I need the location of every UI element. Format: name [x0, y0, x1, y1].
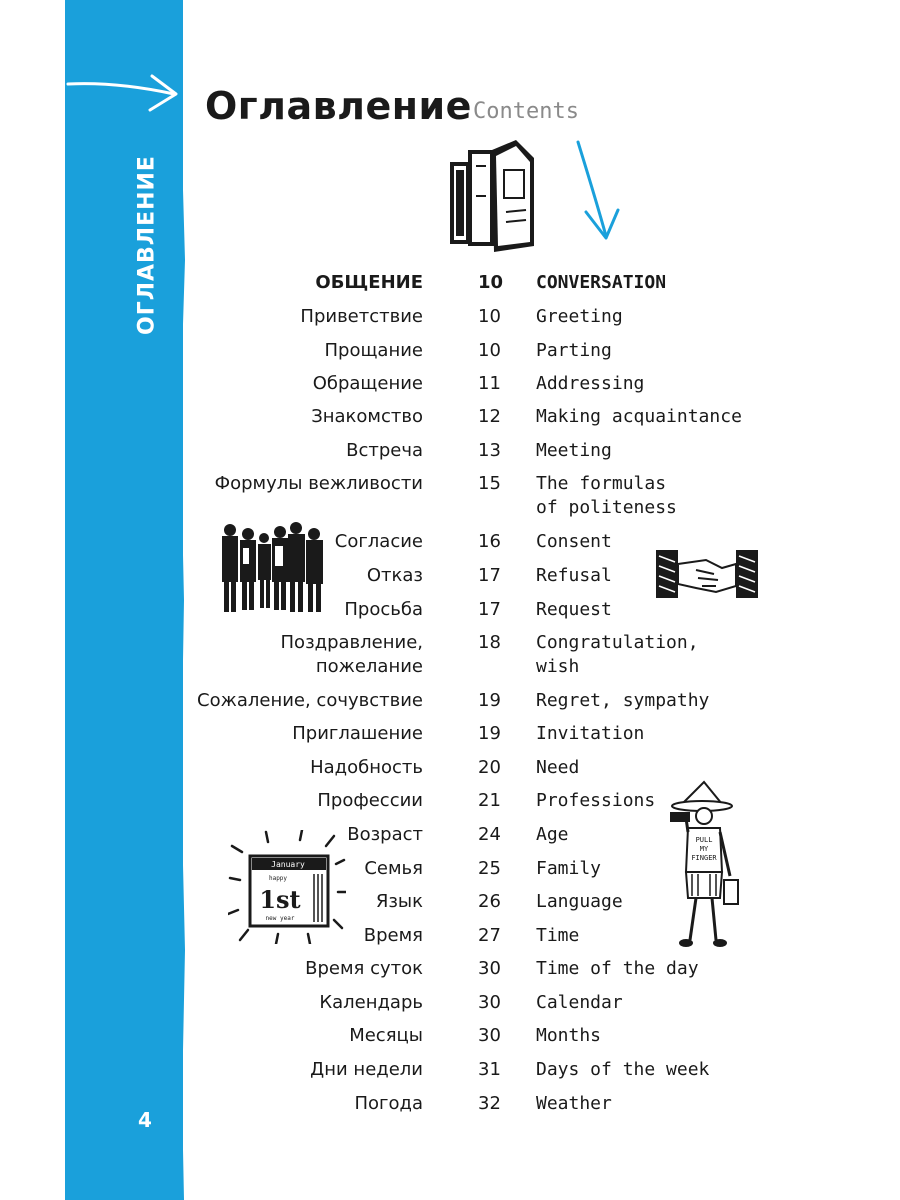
toc-title-en-line: Months — [536, 1025, 602, 1046]
toc-title-ru-line: Обращение — [312, 373, 423, 394]
toc-title-ru-line: Месяцы — [349, 1025, 423, 1046]
toc-title-en — [536, 372, 644, 396]
toc-title-en-line: CONVERSATION — [536, 272, 667, 293]
svg-text:PULL: PULL — [695, 836, 713, 844]
toc-title-en-line: Age — [536, 824, 569, 845]
sidebar-band — [65, 0, 183, 1200]
toc-title-ru — [281, 631, 423, 679]
toc-title-ru — [346, 439, 423, 463]
toc-title-ru — [367, 564, 423, 588]
toc-title-en-line: of politeness — [536, 497, 677, 518]
toc-title-ru — [355, 1092, 424, 1116]
toc-title-ru — [310, 756, 423, 780]
toc-title-ru — [292, 722, 423, 746]
toc-title-ru — [364, 924, 423, 948]
toc-title-en-line: Meeting — [536, 440, 612, 461]
svg-text:1st: 1st — [259, 885, 301, 914]
toc-title-ru — [315, 271, 423, 295]
toc-page-number: 30 — [478, 958, 501, 979]
group-of-people-icon — [218, 520, 330, 616]
toc-title-ru-line: Приветствие — [300, 306, 423, 327]
toc-title-en — [536, 339, 612, 363]
toc-title-ru — [310, 1058, 423, 1082]
toc-title-ru-line: Просьба — [344, 599, 423, 620]
toc-title-ru — [347, 823, 423, 847]
toc-title-ru — [197, 689, 423, 713]
toc-title-en-line: Invitation — [536, 723, 645, 744]
toc-title-en — [536, 1058, 709, 1082]
svg-text:new year: new year — [265, 915, 295, 922]
toc-title-ru-line: Поздравление, — [280, 632, 423, 653]
toc-title-ru — [319, 991, 423, 1015]
toc-title-ru — [215, 472, 423, 496]
toc-title-en-line: Consent — [536, 531, 612, 552]
svg-text:January: January — [271, 860, 305, 869]
toc-page-number: 15 — [478, 473, 501, 494]
toc-title-ru — [311, 405, 423, 429]
toc-title-en — [536, 857, 601, 881]
toc-page-number: 19 — [478, 690, 501, 711]
toc-page-number: 26 — [478, 891, 501, 912]
toc-title-en-line: Greeting — [536, 306, 623, 327]
sidebar-edge — [176, 0, 190, 1200]
toc-page-number: 10 — [478, 306, 501, 327]
toc-title-ru-line: Согласие — [334, 531, 423, 552]
toc-title-en — [536, 271, 666, 295]
toc-title-en-line: Congratulation, — [536, 632, 699, 653]
toc-title-ru — [305, 957, 423, 981]
toc-title-en-line: Parting — [536, 340, 612, 361]
toc-page-number: 30 — [478, 1025, 501, 1046]
toc-title-en-line: Language — [536, 891, 623, 912]
toc-title-en-line: Family — [536, 858, 602, 879]
toc-title-ru-line: пожелание — [315, 656, 423, 677]
toc-title-en — [536, 598, 612, 622]
toc-page-number: 17 — [478, 599, 501, 620]
page-title: Оглавление — [205, 84, 472, 128]
toc-title-en — [536, 991, 623, 1015]
toc-title-ru-line: Отказ — [366, 565, 423, 586]
arrow-right-icon — [66, 70, 186, 120]
toc-page-number: 27 — [478, 925, 501, 946]
toc-page-number: 30 — [478, 992, 501, 1013]
toc-title-en-line: Addressing — [536, 373, 645, 394]
toc-title-en-line: wish — [536, 656, 580, 677]
toc-title-en — [536, 689, 709, 713]
toc-title-ru — [335, 530, 423, 554]
page-subtitle: Contents — [473, 99, 579, 124]
toc-title-en — [536, 924, 579, 948]
toc-title-en — [536, 405, 742, 429]
toc-page-number: 25 — [478, 858, 501, 879]
toc-title-ru-line: Прощание — [324, 340, 423, 361]
toc-title-ru-line: Язык — [375, 891, 423, 912]
toc-title-ru-line: Сожаление, сочувствие — [197, 690, 423, 711]
calendar-icon — [228, 830, 346, 944]
tourist-man-icon — [664, 780, 744, 952]
toc-title-ru-line: Возраст — [347, 824, 423, 845]
toc-title-en-line: Making acquaintance — [536, 406, 742, 427]
toc-page-number: 31 — [478, 1059, 501, 1080]
toc-title-en-line: Professions — [536, 790, 656, 811]
toc-page-number: 13 — [478, 440, 501, 461]
toc-title-ru — [344, 598, 423, 622]
toc-title-ru — [325, 339, 424, 363]
toc-title-ru — [364, 857, 423, 881]
toc-title-ru — [313, 372, 423, 396]
toc-title-en — [536, 957, 699, 981]
svg-text:FINGER: FINGER — [691, 854, 717, 862]
toc-title-ru-line: Календарь — [319, 992, 423, 1013]
toc-title-en-line: Refusal — [536, 565, 612, 586]
toc-title-ru — [300, 305, 423, 329]
toc-title-en — [536, 756, 579, 780]
toc-page-number: 10 — [478, 272, 504, 293]
toc-title-ru-line: Профессии — [317, 790, 423, 811]
toc-title-en-line: Need — [536, 757, 580, 778]
toc-title-en-line: Calendar — [536, 992, 623, 1013]
page-number: 4 — [138, 1108, 152, 1132]
toc-title-ru-line: Встреча — [346, 440, 423, 461]
toc-page-number: 17 — [478, 565, 501, 586]
toc-title-en — [536, 472, 677, 520]
toc-title-en — [536, 722, 644, 746]
toc-title-en-line: Days of the week — [536, 1059, 710, 1080]
toc-page-number: 18 — [478, 632, 501, 653]
toc-title-ru-line: Время — [363, 925, 423, 946]
toc-title-en — [536, 530, 612, 554]
toc-title-en — [536, 789, 655, 813]
toc-title-ru-line: Погода — [354, 1093, 423, 1114]
toc-page-number: 16 — [478, 531, 501, 552]
toc-title-en — [536, 564, 612, 588]
toc-title-en — [536, 631, 699, 679]
toc-title-en — [536, 1092, 612, 1116]
toc-title-ru-line: Семья — [364, 858, 423, 879]
toc-title-en-line: Request — [536, 599, 612, 620]
toc-page-number: 12 — [478, 406, 501, 427]
toc-title-en — [536, 890, 623, 914]
books-icon — [446, 136, 538, 254]
toc-title-ru-line: Формулы вежливости — [214, 473, 423, 494]
toc-title-en — [536, 823, 569, 847]
toc-title-en-line: Time — [536, 925, 580, 946]
svg-text:MY: MY — [699, 845, 709, 853]
arrow-down-icon — [572, 138, 632, 248]
toc-title-ru-line: Надобность — [310, 757, 423, 778]
handshake-icon — [656, 548, 758, 600]
toc-title-en-line: Weather — [536, 1093, 612, 1114]
toc-page-number: 10 — [478, 340, 501, 361]
toc-title-en-line: Time of the day — [536, 958, 699, 979]
toc-title-en — [536, 439, 612, 463]
toc-title-ru — [317, 789, 423, 813]
svg-text:happy: happy — [268, 875, 288, 882]
toc-page-number: 11 — [478, 373, 501, 394]
toc-title-ru-line: ОБЩЕНИЕ — [315, 272, 423, 293]
toc-title-ru-line: Приглашение — [292, 723, 423, 744]
toc-title-ru-line: Дни недели — [310, 1059, 423, 1080]
toc-page-number: 32 — [478, 1093, 501, 1114]
toc-title-ru — [349, 1024, 423, 1048]
toc-title-en — [536, 1024, 601, 1048]
toc-title-en — [536, 305, 623, 329]
toc-page-number: 21 — [478, 790, 501, 811]
toc-title-en-line: The formulas — [536, 473, 667, 494]
toc-title-ru-line: Время суток — [305, 958, 423, 979]
toc-title-en-line: Regret, sympathy — [536, 690, 710, 711]
toc-page-number: 20 — [478, 757, 501, 778]
toc-page-number: 19 — [478, 723, 501, 744]
toc-title-ru-line: Знакомство — [311, 406, 423, 427]
toc-page-number: 24 — [478, 824, 501, 845]
sidebar-vertical-title: ОГЛАВЛЕНИЕ — [134, 155, 160, 335]
toc-title-ru — [376, 890, 423, 914]
